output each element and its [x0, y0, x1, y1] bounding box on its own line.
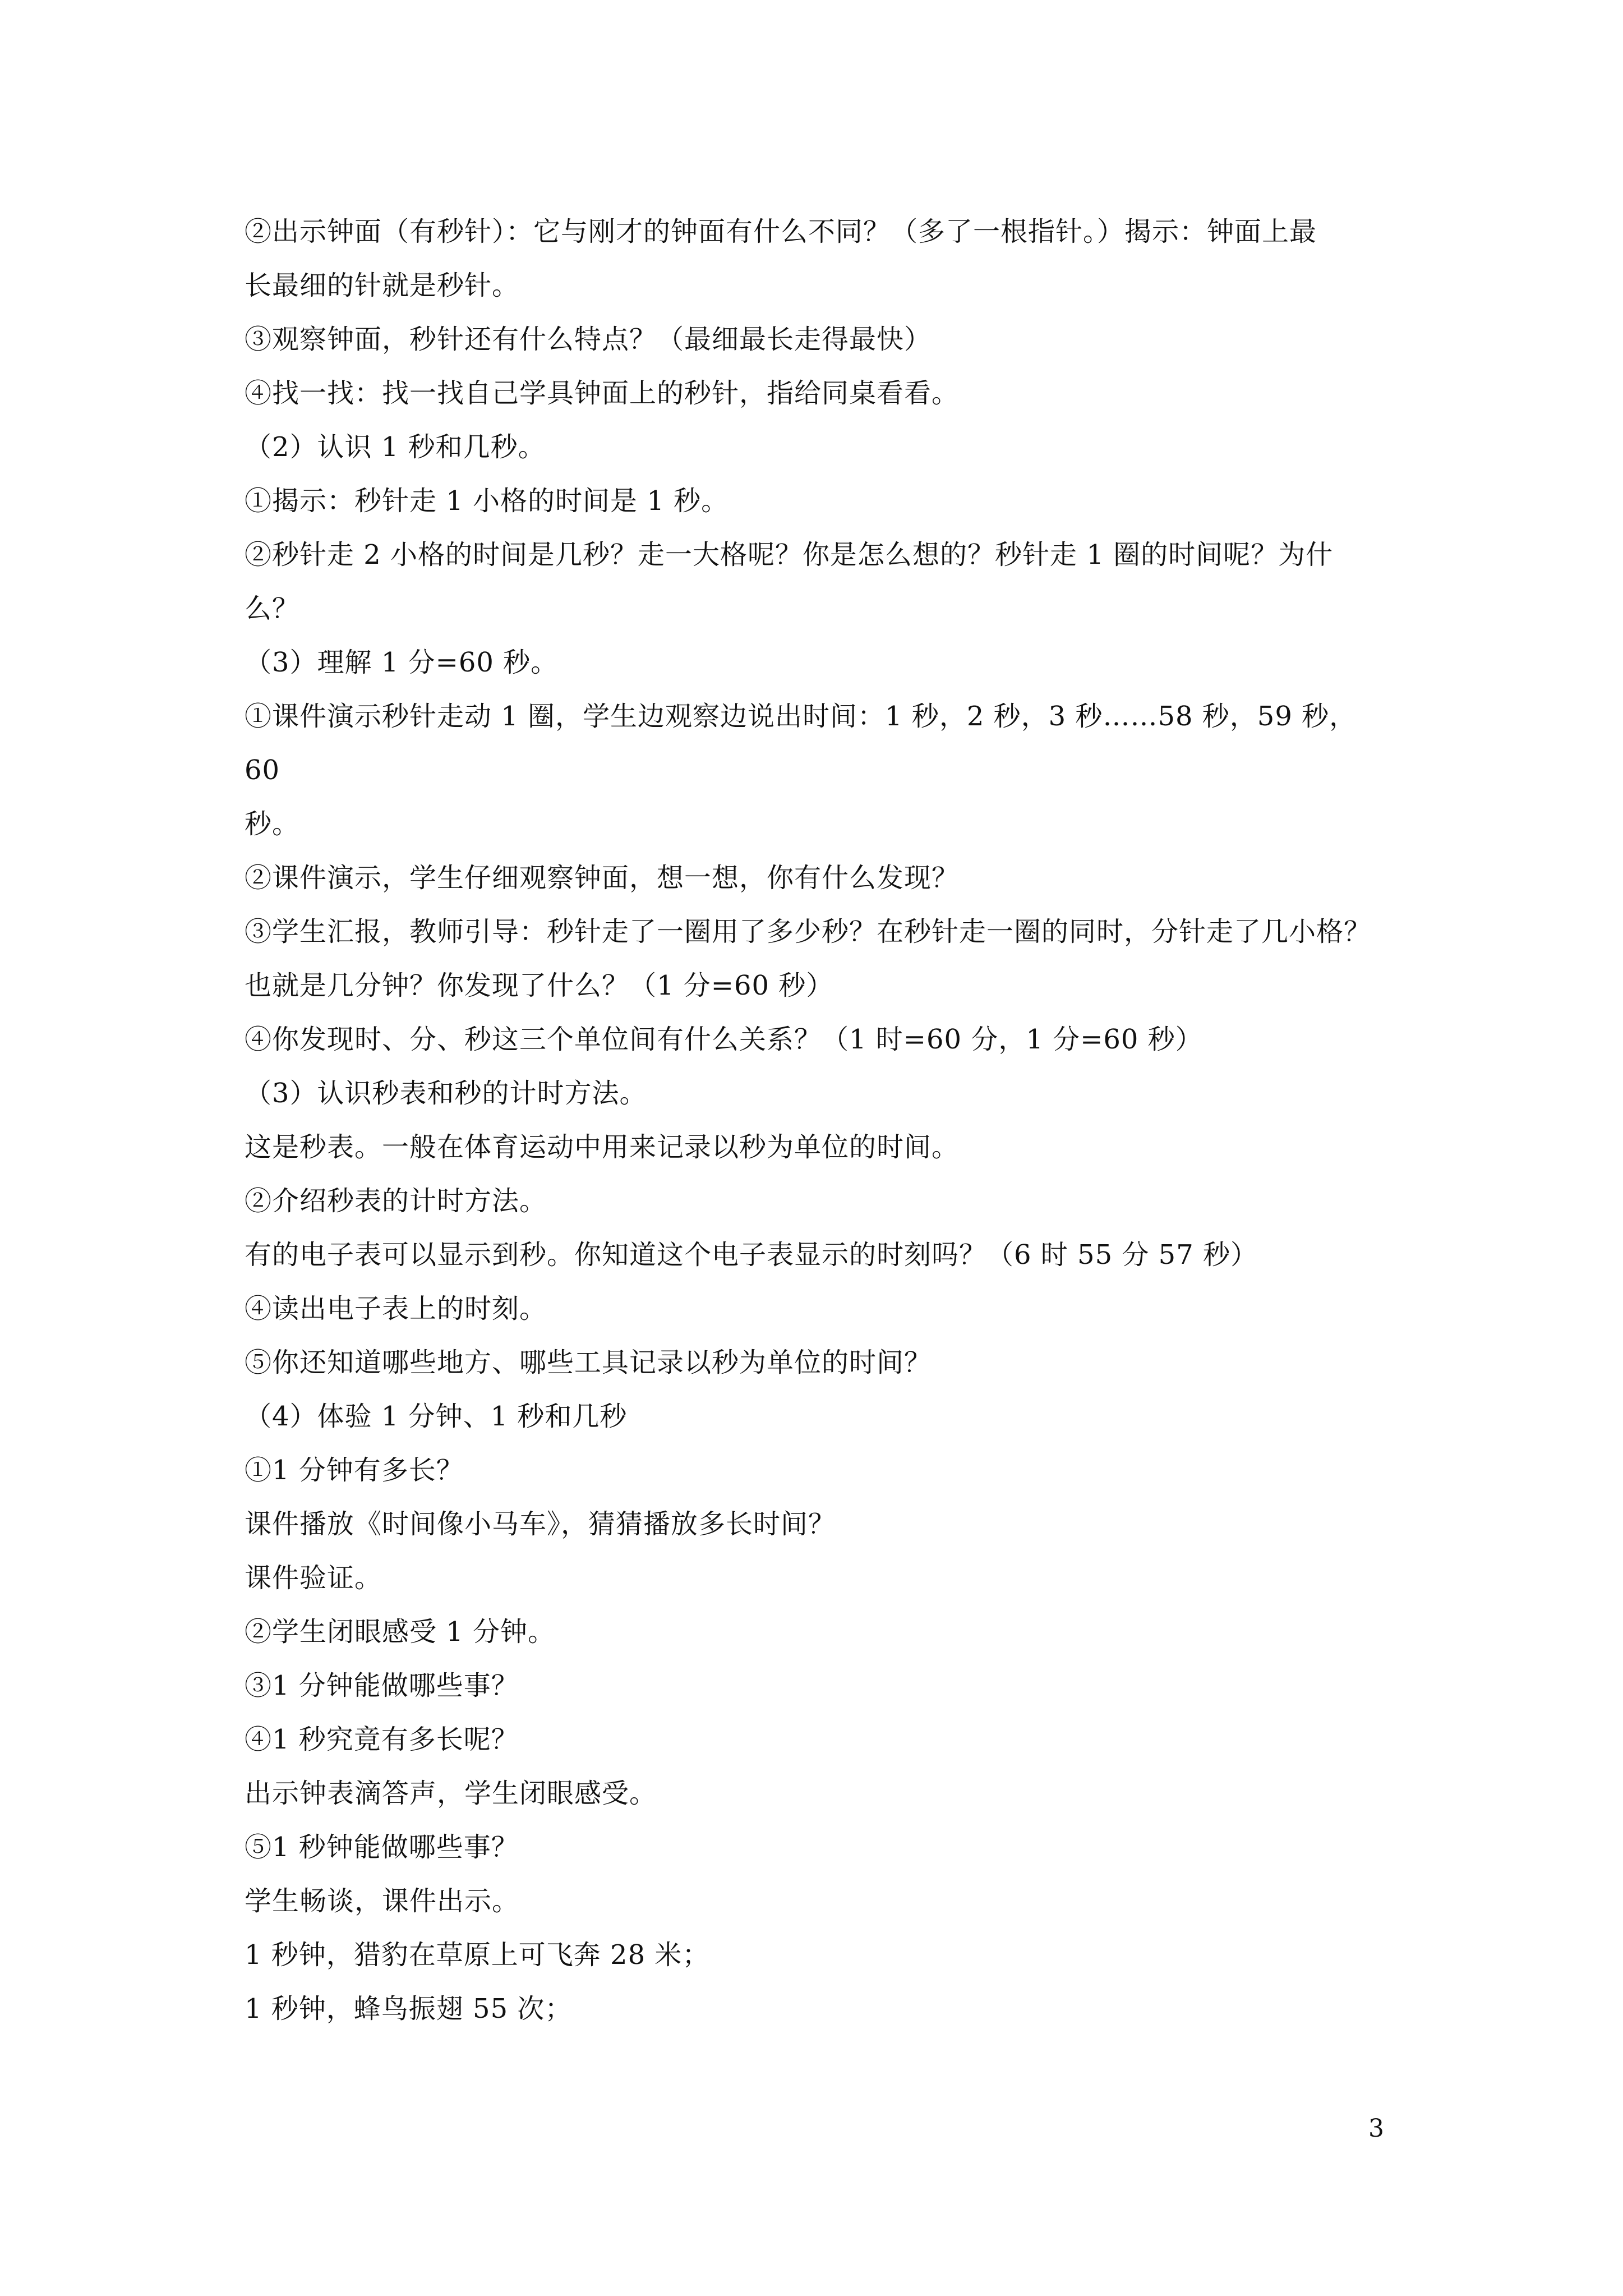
section-heading: （3）理解 1 分=60 秒。	[245, 647, 559, 678]
text-line: ④找一找：找一找自己学具钟面上的秒针，指给同桌看看。	[245, 378, 960, 409]
text-line: 课件播放《时间像小马车》，猜猜播放多长时间？	[245, 1508, 836, 1540]
text-line: ⑤你还知道哪些地方、哪些工具记录以秒为单位的时间？	[245, 1347, 932, 1378]
text-line: 有的电子表可以显示到秒。你知道这个电子表显示的时刻吗？（6 时 55 分 57 秒）	[245, 1239, 1258, 1271]
text-line: ④你发现时、分、秒这三个单位间有什么关系？（1 时=60 分，1 分=60 秒）	[245, 1024, 1203, 1055]
document-body	[245, 205, 1389, 2036]
text-line: ①揭示：秒针走 1 小格的时间是 1 秒。	[245, 485, 729, 517]
text-line: 1 秒钟，蜂鸟振翅 55 次；	[245, 1993, 573, 2024]
text-line: ②学生闭眼感受 1 分钟。	[245, 1616, 556, 1648]
text-line: ⑤1 秒钟能做哪些事？	[245, 1832, 519, 1863]
text-line: ①课件演示秒针走动 1 圈，学生边观察边说出时间：1 秒，2 秒，3 秒……58 秒，59 秒，60	[245, 701, 1357, 786]
text-line: 出示钟表滴答声，学生闭眼感受。	[245, 1778, 657, 1809]
text-line: ②课件演示，学生仔细观察钟面，想一想，你有什么发现？	[245, 862, 960, 894]
text-line: ③观察钟面，秒针还有什么特点？（最细最长走得最快）	[245, 324, 932, 355]
text-line: 学生畅谈，课件出示。	[245, 1885, 520, 1917]
text-line: 这是秒表。一般在体育运动中用来记录以秒为单位的时间。	[245, 1131, 960, 1163]
text-line: ②介绍秒表的计时方法。	[245, 1185, 547, 1217]
section-heading: （4）体验 1 分钟、1 秒和几秒	[245, 1401, 628, 1432]
text-line: 课件验证。	[245, 1562, 382, 1594]
text-line: ④1 秒究竟有多长呢？	[245, 1724, 519, 1755]
text-line: ②出示钟面（有秒针）：它与刚才的钟面有什么不同？（多了一根指针。）揭示：钟面上最	[245, 216, 1317, 247]
text-line: ①1 分钟有多长？	[245, 1455, 464, 1486]
section-heading: （3）认识秒表和秒的计时方法。	[245, 1078, 647, 1109]
page-number: 3	[1368, 2114, 1384, 2143]
text-line: 长最细的针就是秒针。	[245, 270, 520, 301]
text-line: ③学生汇报，教师引导：秒针走了一圈用了多少秒？在秒针走一圈的同时，分针走了几小格？	[245, 916, 1372, 947]
text-line: ②秒针走 2 小格的时间是几秒？走一大格呢？你是怎么想的？秒针走 1 圈的时间呢？为什	[245, 539, 1334, 570]
text-line: 秒。	[245, 808, 300, 840]
text-line: ④读出电子表上的时刻。	[245, 1293, 547, 1324]
text-line: 也就是几分钟？你发现了什么？（1 分=60 秒）	[245, 970, 834, 1001]
section-heading: （2）认识 1 秒和几秒。	[245, 431, 546, 463]
text-line: 么？	[245, 593, 300, 624]
text-line: ③1 分钟能做哪些事？	[245, 1670, 519, 1701]
text-line: 1 秒钟，猎豹在草原上可飞奔 28 米；	[245, 1939, 710, 1971]
